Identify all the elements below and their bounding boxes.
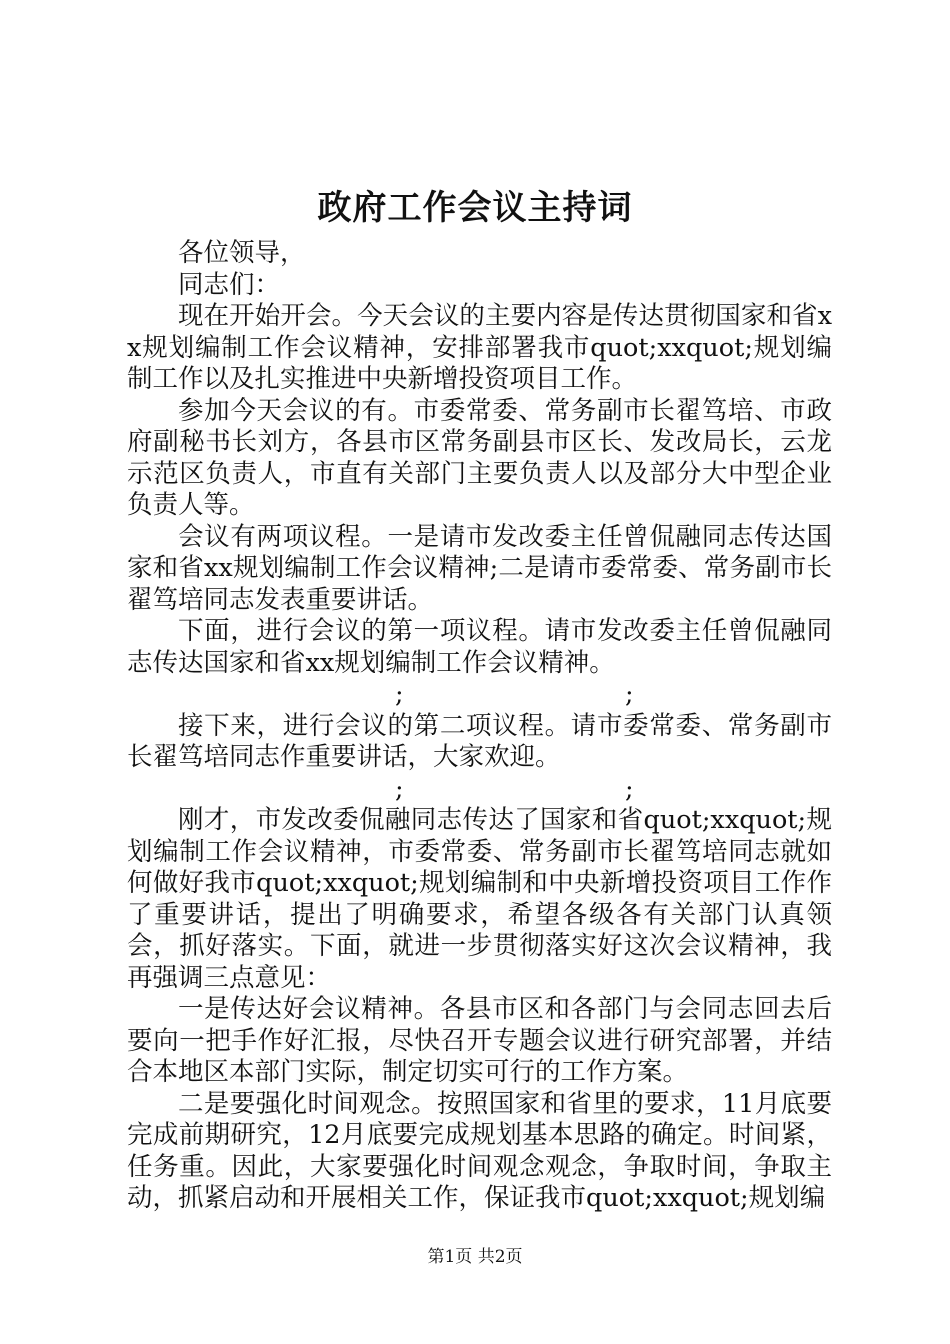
page-footer: 第1页 共2页: [427, 1247, 523, 1267]
paragraph-summary: 刚才，市发改委侃融同志传达了国家和省quot;xxquot;规划编制工作会议精神，市委常委、常务副市长翟笃培同志就如何做好我市quot;xxquot;规划编制和中央新增投资项目工作作了重要讲话，提出了明确要求，希望各级各有关部门认真领会，抓好落实。下面，就进一步贯彻落实好这次会议精神，我再强调三点意见：: [127, 805, 832, 993]
paragraph-agenda: 会议有两项议程。一是请市发改委主任曾侃融同志传达国家和省xx规划编制工作会议精神;二是请市委常委、常务副市长翟笃培同志发表重要讲话。: [127, 521, 832, 615]
separator-mark: ;: [625, 773, 634, 804]
paragraph-point-two: 二是要强化时间观念。按照国家和省里的要求，11月底要完成前期研究，12月底要完成规划基本思路的确定。时间紧，任务重。因此，大家要强化时间观念观念，争取时间，争取主动，抓紧启动和开展相关工作，保证我市quot;xxquot;规划编: [127, 1088, 832, 1213]
document-body: [127, 238, 832, 1215]
separator-mark: ;: [625, 679, 634, 709]
paragraph-first-item: 下面，进行会议的第一项议程。请市发改委主任曾侃融同志传达国家和省xx规划编制工作会议精神。: [127, 616, 832, 678]
separator-mark: ;: [395, 773, 404, 804]
paragraph-greeting-comrades: 同志们：: [178, 269, 281, 300]
paragraph-second-item: 接下来，进行会议的第二项议程。请市委常委、常务副市长翟笃培同志作重要讲话，大家欢迎。: [127, 710, 832, 772]
paragraph-opening: 现在开始开会。今天会议的主要内容是传达贯彻国家和省xx规划编制工作会议精神，安排部署我市quot;xxquot;规划编制工作以及扎实推进中央新增投资项目工作。: [127, 301, 832, 394]
separator-mark: ;: [395, 679, 404, 709]
document-title: 政府工作会议主持词: [317, 188, 633, 228]
paragraph-point-one: 一是传达好会议精神。各县市区和各部门与会同志回去后要向一把手作好汇报，尽快召开专题会议进行研究部署，并结合本地区本部门实际，制定切实可行的工作方案。: [127, 994, 832, 1087]
separator-row: [127, 679, 832, 711]
paragraph-greeting-leaders: 各位领导，: [178, 238, 306, 268]
paragraph-attendees: 参加今天会议的有。市委常委、常务副市长翟笃培、市政府副秘书长刘方，各县市区常务副县市区长、发改局长，云龙示范区负责人，市直有关部门主要负责人以及部分大中型企业负责人等。: [127, 395, 832, 520]
separator-row: [127, 774, 832, 806]
